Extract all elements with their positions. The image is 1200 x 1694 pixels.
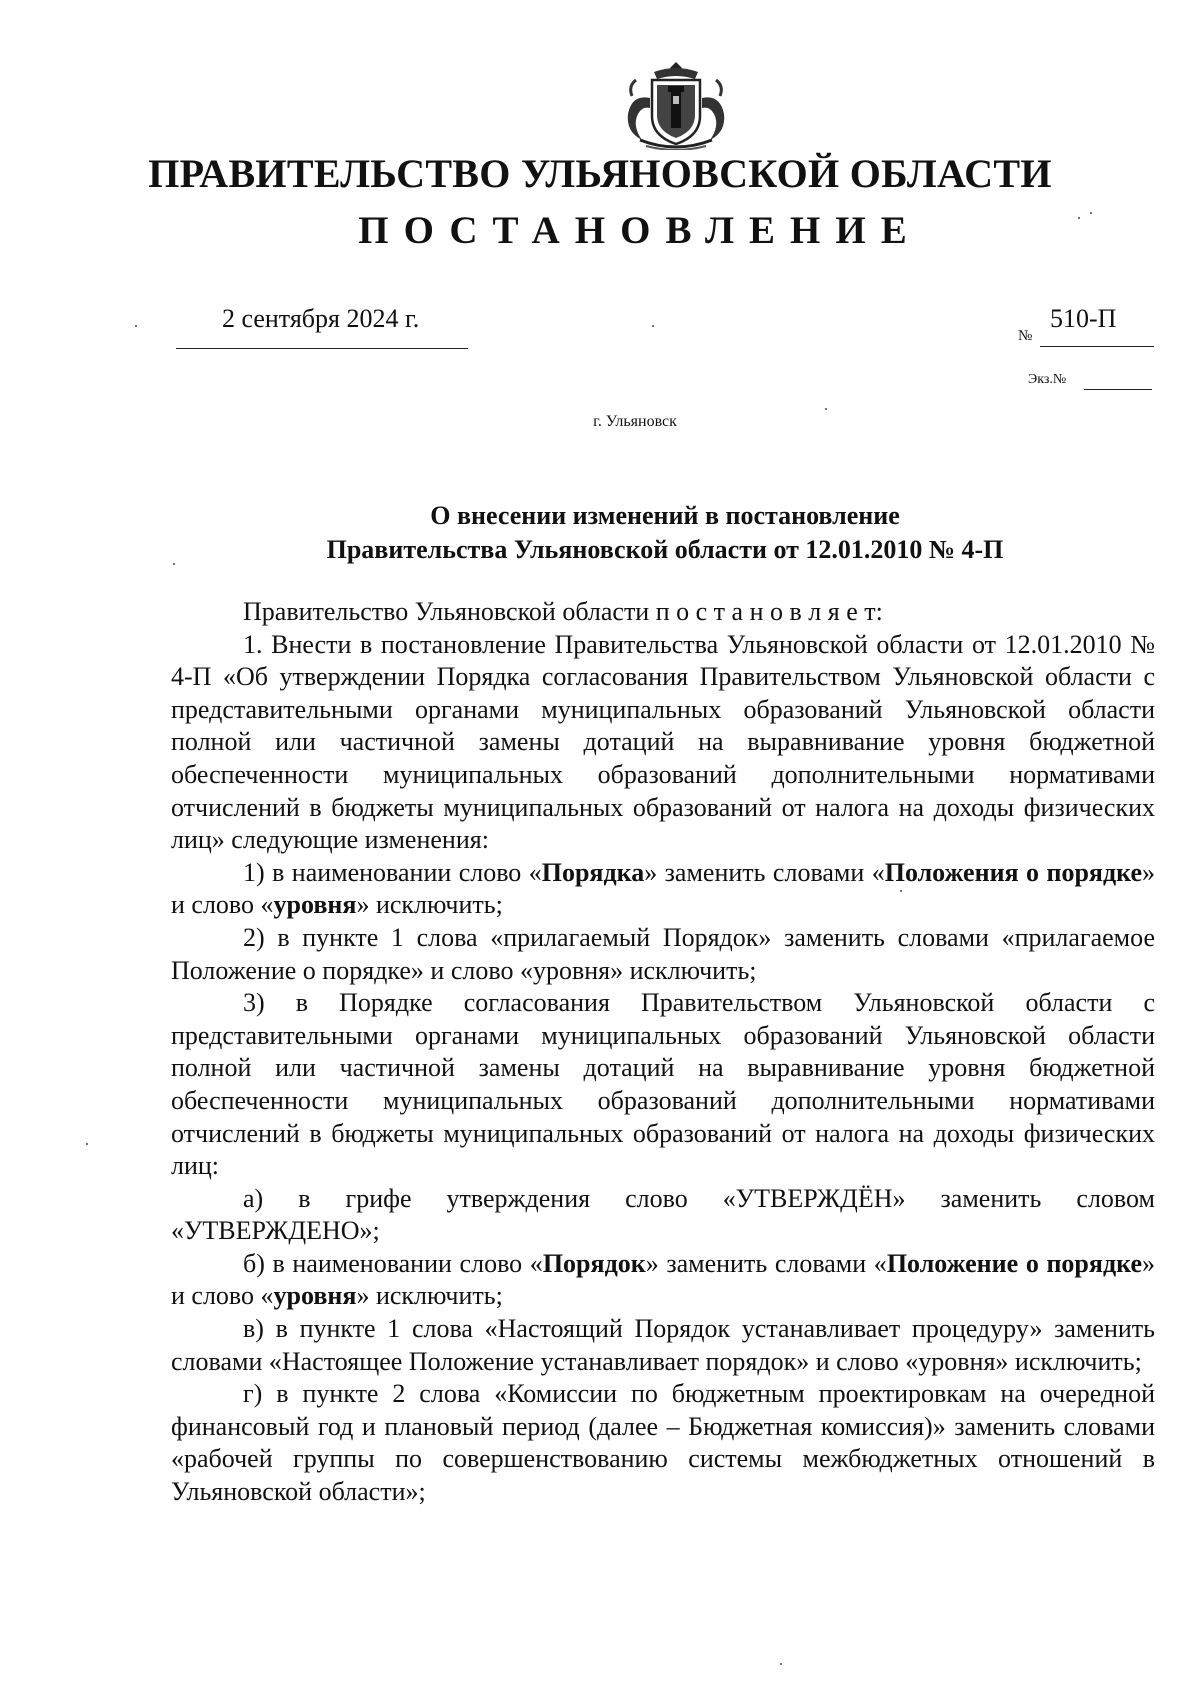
item-1-text-1: 1) в наименовании слово « xyxy=(243,857,542,887)
subitem-g: г) в пункте 2 слова «Комиссии по бюджетным проектировкам на очередной финансовый год и плановый период (далее – Бюджетная комиссия)» заменить словами «рабочей группы по совершенствованию системы межбюджетных отношений в Ульяновской области»; xyxy=(171,1379,1155,1507)
subject-line-2: Правительства Ульяновской области от 12.01.2010 № 4-П xyxy=(326,535,1004,564)
number-underline xyxy=(1040,346,1154,347)
number-sign: № xyxy=(1018,328,1033,344)
item-2: 2) в пункте 1 слова «прилагаемый Порядок» заменить словами «прилагаемое Положение о порядке» и слово «уровня» исключить; xyxy=(171,922,1155,985)
subitem-v: в) в пункте 1 слова «Настоящий Порядок устанавливает процедуру» заменить словами «Настоящее Положение устанавливает порядок» и слово «уровня» исключить; xyxy=(171,1314,1155,1376)
subitem-b-bold-1: Порядок xyxy=(542,1248,646,1278)
subitem-b-bold-3: уровня xyxy=(273,1281,357,1311)
coat-of-arms-emblem xyxy=(616,58,736,150)
subject-line-1: О внесении изменений в постановление xyxy=(430,501,900,530)
item-1 xyxy=(171,857,1155,922)
copy-number-underline xyxy=(1084,389,1152,390)
document-number: 510-П xyxy=(1050,304,1117,333)
item-1-bold-1: Порядка xyxy=(541,857,645,887)
document-subject xyxy=(170,499,1160,567)
item-1-bold-2: Положения о порядке xyxy=(884,857,1142,887)
subitem-b-text-1: б) в наименовании слово « xyxy=(243,1248,543,1278)
item-1-bold-3: уровня xyxy=(273,890,357,920)
item-1-text-2: » заменить словами « xyxy=(644,857,885,887)
subitem-b-bold-2: Положение о порядке xyxy=(886,1248,1142,1278)
subitem-b xyxy=(171,1248,1155,1313)
subitem-b-text-4: » исключить; xyxy=(356,1281,503,1311)
item-1-text-4: » исключить; xyxy=(356,890,503,920)
document-body xyxy=(171,596,1155,1509)
date-underline xyxy=(176,348,468,349)
document-type-title: ПОСТАНОВЛЕНИЕ xyxy=(358,209,922,252)
paragraph-1: 1. Внести в постановление Правительства Ульяновской области от 12.01.2010 № 4-П «Об утверждении Порядка согласования Правительством Ульяновской области с представительными органами муниципальных образований Ульяновской области полной или частичной замены дотаций на выравнивание уровня бюджетной обеспеченности муниципальных образований дополнительными нормативами отчислений в бюджеты муниципальных образований от налога на доходы физических лиц» следующие изменения: xyxy=(171,629,1155,855)
item-1-text-3: » и слово « xyxy=(171,857,1155,920)
subitem-a: а) в грифе утверждения слово «УТВЕРЖДЁН» заменить словом «УТВЕРЖДЕНО»; xyxy=(171,1183,1155,1246)
document-date: 2 сентября 2024 г. xyxy=(222,304,420,333)
item-3: 3) в Порядке согласования Правительством Ульяновской области с представительными органами муниципальных образований Ульяновской области полной или частичной замены дотаций на выравнивание уровня бюджетной обеспеченности муниципальных образований дополнительными нормативами отчислений в бюджеты муниципальных образований от налога на доходы физических лиц: xyxy=(171,988,1155,1181)
subitem-b-text-3: » и слово « xyxy=(171,1248,1155,1311)
city-line: г. Ульяновск xyxy=(593,413,677,430)
copy-number-label: Экз.№ xyxy=(1028,372,1067,387)
intro-paragraph: Правительство Ульяновской области п о с т а н о в л я е т: xyxy=(243,597,883,626)
organization-title: ПРАВИТЕЛЬСТВО УЛЬЯНОВСКОЙ ОБЛАСТИ xyxy=(148,151,1052,196)
subitem-b-text-2: » заменить словами « xyxy=(645,1248,887,1278)
